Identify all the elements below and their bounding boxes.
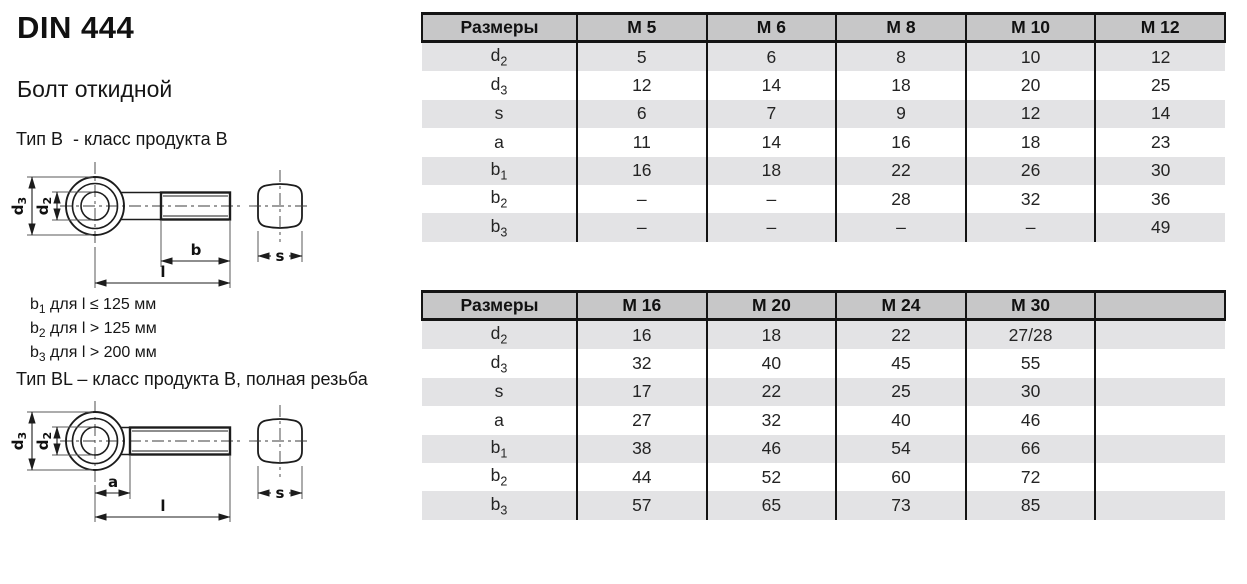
table-cell	[1095, 378, 1225, 406]
table-cell: 16	[577, 157, 707, 185]
page-title: DIN 444	[17, 10, 135, 45]
table-cell: 27	[577, 406, 707, 434]
column-header: Размеры	[422, 292, 577, 320]
table-cell: –	[707, 185, 837, 213]
d2-dimension-label: $d_2$	[34, 431, 54, 451]
table-cell: 49	[1095, 213, 1225, 241]
table-cell: 14	[707, 71, 837, 99]
table-cell: 38	[577, 435, 707, 463]
product-name: Болт откидной	[17, 76, 173, 102]
table-cell: 66	[966, 435, 1096, 463]
table-row	[422, 71, 1225, 99]
table-cell: 12	[966, 100, 1096, 128]
table-cell: –	[836, 213, 966, 241]
table-cell: 14	[1095, 100, 1225, 128]
note-b1: $b_1$ для l ≤ 125 мм	[30, 296, 157, 317]
row-label: $d_3$	[490, 351, 508, 376]
column-header: Размеры	[422, 14, 577, 42]
table-row	[422, 349, 1225, 377]
type-b-label: Тип B - класс продукта B	[16, 129, 228, 149]
table-row	[422, 42, 1225, 72]
table-row	[422, 463, 1225, 491]
table-cell: 57	[577, 491, 707, 519]
type-b-eye-bolt-drawing	[0, 154, 330, 302]
row-label: $b_3$	[422, 491, 577, 519]
table-cell: 18	[836, 71, 966, 99]
table-cell: 36	[1095, 185, 1225, 213]
a-dimension-label: a	[107, 473, 119, 491]
table-cell	[1095, 463, 1225, 491]
column-header: M 10	[966, 14, 1096, 42]
table-row	[422, 378, 1225, 406]
table-cell: 46	[707, 435, 837, 463]
column-header: M 8	[836, 14, 966, 42]
table-cell: 54	[836, 435, 966, 463]
column-header: M 6	[707, 14, 837, 42]
table-cell: 46	[966, 406, 1096, 434]
table-cell: 25	[836, 378, 966, 406]
table-row	[422, 406, 1225, 434]
table-cell: 16	[577, 320, 707, 350]
table-cell: 16	[836, 128, 966, 156]
table-cell: 52	[707, 463, 837, 491]
table-cell: 28	[836, 185, 966, 213]
table-row	[422, 185, 1225, 213]
table-cell	[1095, 320, 1225, 350]
sizes-table-m5-m12	[421, 12, 1226, 242]
l-dimension-label: l	[160, 497, 166, 515]
table-cell: 6	[577, 100, 707, 128]
table-cell: 5	[577, 42, 707, 72]
table-cell: 22	[836, 320, 966, 350]
column-header: M 20	[707, 292, 837, 320]
table-row	[422, 435, 1225, 463]
table-cell: –	[577, 185, 707, 213]
l-dimension-label: l	[160, 263, 166, 281]
table-cell: 26	[966, 157, 1096, 185]
table-cell: 18	[707, 320, 837, 350]
b-dimension-label: b	[190, 241, 202, 259]
table-cell	[1095, 406, 1225, 434]
row-label: $b_2$	[490, 465, 508, 489]
column-header: M 30	[966, 292, 1096, 320]
table-cell: 32	[577, 349, 707, 377]
table-cell: 7	[707, 100, 837, 128]
row-label: a	[494, 131, 504, 152]
table-cell: 12	[577, 71, 707, 99]
table-row	[422, 491, 1225, 519]
d3-dimension-label: $d_3$	[9, 196, 29, 216]
s-dimension-label: s	[275, 247, 285, 265]
table-cell: 85	[966, 491, 1096, 519]
table-cell: 55	[966, 349, 1096, 377]
row-label: s	[422, 378, 577, 406]
column-header: M 16	[577, 292, 707, 320]
table-cell: 20	[966, 71, 1096, 99]
table-cell: 65	[707, 491, 837, 519]
table-cell: 40	[707, 349, 837, 377]
header-row	[422, 14, 1225, 42]
row-label: $b_2$	[490, 187, 508, 211]
table-row	[422, 213, 1225, 241]
table-cell: 18	[966, 128, 1096, 156]
table-cell: 60	[836, 463, 966, 491]
table-cell: 8	[836, 42, 966, 72]
table-cell: 45	[836, 349, 966, 377]
table-row	[422, 100, 1225, 128]
table-cell: 12	[1095, 42, 1225, 72]
row-label: $b_1$	[422, 435, 577, 463]
table-cell: 73	[836, 491, 966, 519]
table-row	[422, 128, 1225, 156]
table-cell: 72	[966, 463, 1096, 491]
table-cell: 14	[707, 128, 837, 156]
type-bl-label: Тип BL – класс продукта B, полная резьба	[16, 369, 368, 389]
table-cell: 25	[1095, 71, 1225, 99]
column-header: M 24	[836, 292, 966, 320]
type-bl-eye-bolt-drawing	[0, 399, 330, 547]
d2-dimension-label: $d_2$	[34, 196, 54, 216]
table-cell: 44	[577, 463, 707, 491]
column-header	[1095, 292, 1225, 320]
table-cell: 32	[966, 185, 1096, 213]
row-label: $d_3$	[490, 73, 508, 98]
table-cell	[1095, 491, 1225, 519]
table-cell: 27/28	[966, 320, 1096, 350]
table-cell: –	[707, 213, 837, 241]
column-header: M 12	[1095, 14, 1225, 42]
d3-dimension-label: $d_3$	[9, 431, 29, 451]
table-cell	[1095, 349, 1225, 377]
table-cell: 9	[836, 100, 966, 128]
note-b2: $b_2$ для l > 125 мм	[30, 320, 157, 341]
row-label: a	[494, 409, 504, 430]
table-cell: 40	[836, 406, 966, 434]
s-dimension-label: s	[275, 484, 285, 502]
table-cell: –	[577, 213, 707, 241]
table-cell	[1095, 435, 1225, 463]
table-cell: 17	[577, 378, 707, 406]
table-cell: 18	[707, 157, 837, 185]
row-label: $d_2$	[422, 42, 577, 72]
table-cell: 30	[1095, 157, 1225, 185]
table-cell: 23	[1095, 128, 1225, 156]
table-row	[422, 320, 1225, 350]
row-label: $d_2$	[422, 320, 577, 350]
table-cell: 22	[707, 378, 837, 406]
table-row	[422, 157, 1225, 185]
thread-length-notes	[30, 295, 157, 368]
table-cell: 11	[577, 128, 707, 156]
table-cell: 30	[966, 378, 1096, 406]
column-header: M 5	[577, 14, 707, 42]
row-label: s	[422, 100, 577, 128]
sizes-table-m16-m30	[421, 290, 1226, 520]
table-cell: 10	[966, 42, 1096, 72]
table-cell: 32	[707, 406, 837, 434]
table-cell: 22	[836, 157, 966, 185]
row-label: $b_1$	[422, 157, 577, 185]
header-row	[422, 292, 1225, 320]
thread-root-lines	[163, 196, 228, 216]
note-b3: $b_3$ для l > 200 мм	[30, 344, 157, 365]
threaded-section	[161, 193, 230, 220]
table-cell: –	[966, 213, 1096, 241]
table-cell: 6	[707, 42, 837, 72]
row-label: $b_3$	[422, 213, 577, 241]
